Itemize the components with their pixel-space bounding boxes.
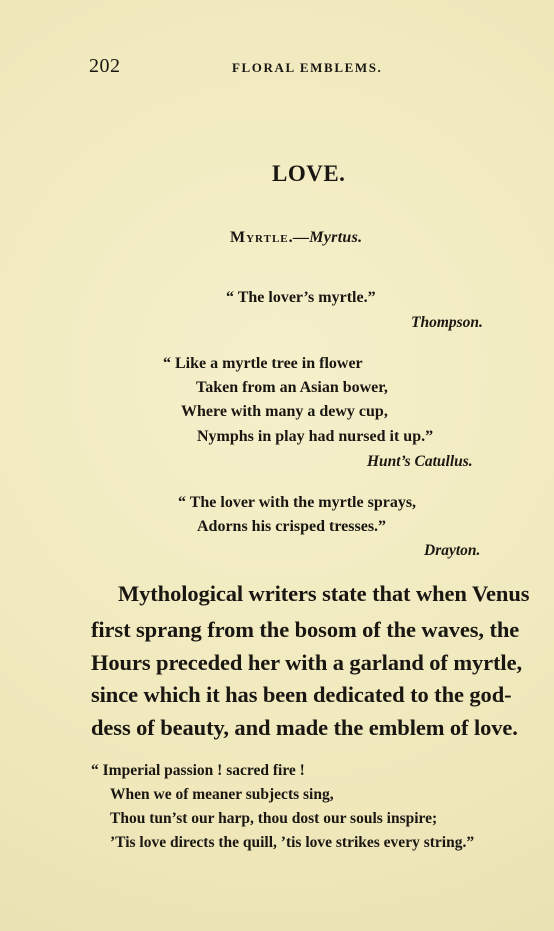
quote-2-line-2: Taken from an Asian bower, xyxy=(196,379,388,396)
page-number: 202 xyxy=(89,55,121,77)
quote-2-line-4: Nymphs in play had nursed it up.” xyxy=(197,428,434,445)
quote-4-line-2: When we of meaner subjects sing, xyxy=(110,786,334,803)
quote-1-attribution: Thompson. xyxy=(411,314,483,331)
section-title: LOVE. xyxy=(272,161,346,186)
quote-4-line-1: “ Imperial passion ! sacred fire ! xyxy=(91,762,305,779)
quote-3-attribution: Drayton. xyxy=(424,542,481,559)
quote-2-line-1: “ Like a myrtle tree in flower xyxy=(163,355,363,372)
plant-latin-name: Myrtus. xyxy=(309,229,363,246)
plant-common-name: Myrtle xyxy=(230,229,289,246)
quote-2-line-3: Where with many a dewy cup, xyxy=(181,403,388,420)
running-title: FLORAL EMBLEMS. xyxy=(232,60,383,75)
plant-separator: .— xyxy=(288,229,310,246)
paragraph-line-1: Mythological writers state that when Venus xyxy=(118,581,530,606)
paragraph-line-3: Hours preceded her with a garland of myrtle, xyxy=(91,650,522,675)
paragraph-line-4: since which it has been dedicated to the god- xyxy=(91,682,512,707)
paragraph-line-2: first sprang from the bosom of the waves, the xyxy=(91,617,520,642)
quote-1-line: “ The lover’s myrtle.” xyxy=(226,289,376,306)
quote-3-line-1: “ The lover with the myrtle sprays, xyxy=(178,494,417,511)
quote-4-line-4: ’Tis love directs the quill, ’tis love strikes every string.” xyxy=(110,834,475,851)
quote-2-attribution: Hunt’s Catullus. xyxy=(367,453,473,470)
paragraph-line-5: dess of beauty, and made the emblem of love. xyxy=(91,715,518,740)
plant-name xyxy=(230,229,362,247)
quote-3-line-2: Adorns his crisped tresses.” xyxy=(197,518,387,535)
quote-4-line-3: Thou tun’st our harp, thou dost our souls inspire; xyxy=(110,810,438,827)
